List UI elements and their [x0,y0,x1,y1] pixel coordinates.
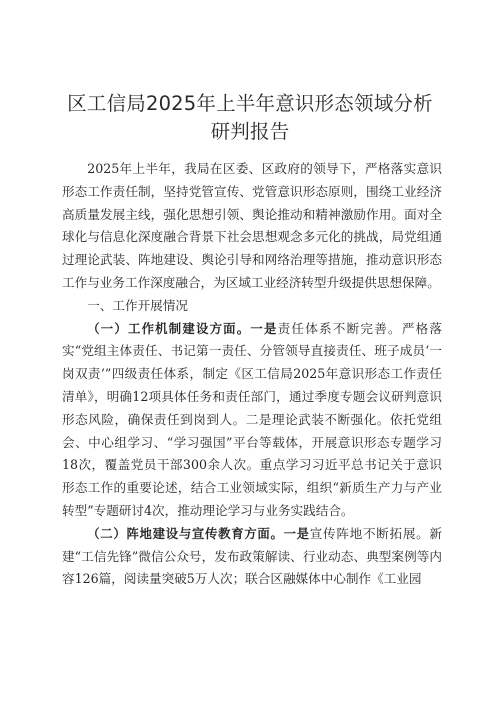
intro-paragraph: 2025年上半年，我局在区委、区政府的领导下，严格落实意识形态工作责任制，坚持党管宣传、党管意识形态原则，围绕工业经济高质量发展主线，强化思想引领、舆论推动和精神激励作用。面对全球化与信息化深度融合背景下社会思想观念多元化的挑战，局党组通过理论武装、阵地建设、舆论引导和网络治理等措施，推动意识形态工作与业务工作深度融合，为区域工业经济转型升级提供思想保障。 [62,161,442,290]
document-body [62,158,442,591]
subsection-heading-publicity: （二）阵地建设与宣传教育方面。 [87,525,284,541]
paragraph-text-mechanism: 责任体系不断完善。严格落实“党组主体责任、书记第一责任、分管领导直接责任、班子成员‘一岗双责’”四级责任体系，制定《区工信局2025年意识形态工作责任清单》，明确12项具体任务和责任部门，通过季度专题会议研判意识形态风险，确保责任到岗到人。二是理论武装不断强化。依托党组会、中心组学习、“学习强国”平台等载体，开展意识形态专题学习18次，覆盖党员干部300余人次。重点学习习近平总书记关于意识形态工作的重要论述，结合工业领域实际，组织“新质生产力与产业转型”专题研讨4次，推动理论学习与业务实践结合。 [62,320,443,518]
paragraph-work-mechanism [62,318,442,523]
section-heading [62,295,442,318]
subsection-heading-mechanism: （一）工作机制建设方面。 [87,320,251,336]
section-heading-text: 一、工作开展情况 [87,297,188,313]
document-title: 区工信局2025年上半年意识形态领域分析研判报告 [67,92,433,143]
paragraph-text-publicity: 宣传阵地不断拓展。新建“工信先锋”微信公众号，发布政策解读、行业动态、典型案例等内容126篇，阅读量突破5万人次；联合区融媒体中心制作《工业园 [62,525,443,587]
lead-marker-1: 一是 [250,320,278,336]
lead-marker-2: 一是 [283,525,310,541]
paragraph-publicity [62,523,442,591]
